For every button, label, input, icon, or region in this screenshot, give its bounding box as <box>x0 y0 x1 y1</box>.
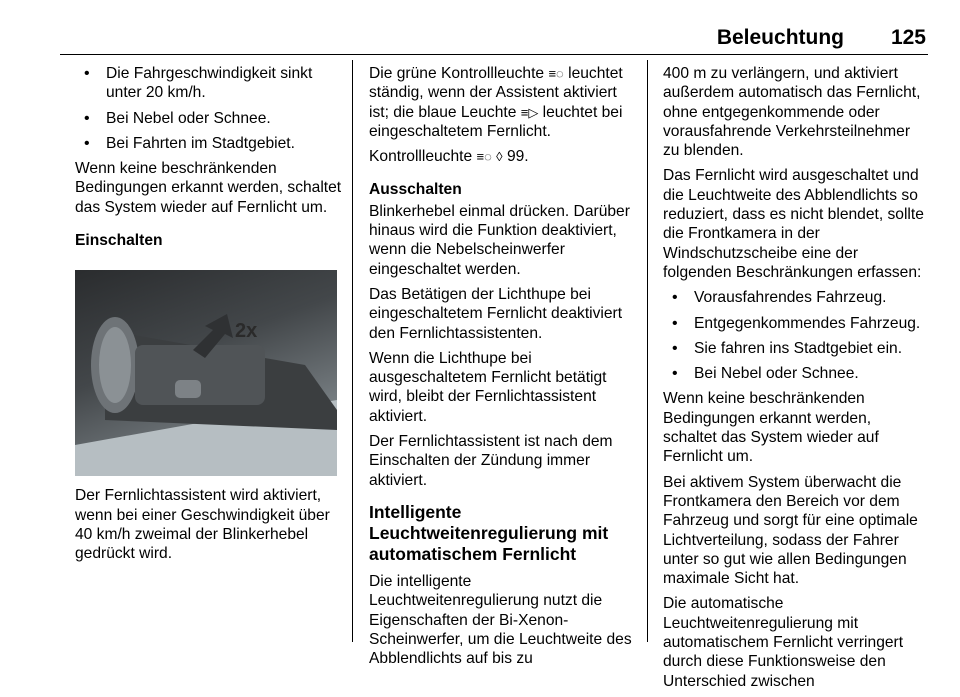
section-title: Beleuchtung <box>716 26 844 49</box>
paragraph: Der Fernlichtassistent ist nach dem Einschalten der Zündung immer aktiviert. <box>369 433 613 489</box>
paragraph: Wenn keine beschränkenden Bedingungen erkannt werden, schaltet das System wieder auf Fernlicht um. <box>75 160 342 216</box>
page-header <box>60 26 928 52</box>
paragraph: Das Fernlicht wird ausgeschaltet und die Leuchtweite des Abblendlichts so reduziert, dass es nicht blendet, sollte die Frontkamera in der Windschutzscheibe eine der folgenden Beschränkungen erfassen: <box>663 167 924 281</box>
press-twice-label: 2x <box>235 320 258 343</box>
page-reference-icon[interactable]: ◊ <box>496 149 503 165</box>
list-item: • Bei Nebel oder Schnee. <box>75 109 343 128</box>
subheading-einschalten: Einschalten <box>75 232 163 250</box>
text-run: Die grüne Kontrollleuchte <box>369 65 545 82</box>
list-item: • Entgegenkommendes Fahrzeug. <box>663 314 929 333</box>
list-item: • Vorausfahrendes Fahrzeug. <box>663 288 929 307</box>
column-divider <box>352 60 353 642</box>
paragraph: Bei aktivem System überwacht die Frontkamera den Bereich vor dem Fahrzeug und sorgt für eine optimale Lichtverteilung, sodass der Fahrer unter so gut wie allen Bedingungen maximale Sicht hat. <box>663 473 918 588</box>
list-item: • Die Fahrgeschwindigkeit sinkt unter 20 km/h. <box>75 64 343 103</box>
list-item: • Bei Fahrten im Stadtgebiet. <box>75 134 343 153</box>
column-divider <box>647 60 648 642</box>
list-item: • Bei Nebel oder Schnee. <box>663 364 929 383</box>
header-rule <box>60 54 928 55</box>
paragraph: Blinkerhebel einmal drücken. Darüber hinaus wird die Funktion deaktiviert, wenn die Nebelscheinwerfer eingeschaltet werden. <box>369 202 630 278</box>
bullet-list <box>75 64 343 153</box>
stalk-photo <box>75 270 337 476</box>
high-beam-icon: ≡▷ <box>520 104 539 120</box>
paragraph: Wenn die Lichthupe bei ausgeschaltetem Fernlicht betätigt wird, bleibt der Fernlichtassistent aktiviert. <box>369 349 607 425</box>
page-number: 125 <box>890 26 926 49</box>
column-2 <box>369 64 637 674</box>
bullet-list <box>663 288 929 383</box>
section-heading: Intelligente Leuchtweitenregulierung mit automatischem Fernlicht <box>369 501 609 564</box>
paragraph: Die automatische Leuchtweitenregulierung mit automatischem Fernlicht verringert durch diese Funktionsweise den Unterschied zwischen <box>663 595 904 690</box>
paragraph: Das Betätigen der Lichthupe bei eingeschaltetem Fernlicht deaktiviert den Fernlichtassistenten. <box>369 285 623 342</box>
subheading-ausschalten: Ausschalten <box>369 181 462 199</box>
paragraph: Wenn keine beschränkenden Bedingungen erkannt werden, schaltet das System wieder auf Fernlicht um. <box>663 390 879 466</box>
paragraph: 400 m zu verlängern, und aktiviert außerdem automatisch das Fernlicht, ohne entgegenkommende oder vorausfahrende Verkehrsteilnehmer zu blenden. <box>663 65 921 160</box>
page-reference-link[interactable]: 99. <box>506 148 529 166</box>
high-beam-assist-icon: ≡◌ <box>476 149 492 165</box>
text-run: leuchtet bei eingeschaltetem Fernlicht. <box>369 103 623 140</box>
list-item: • Sie fahren ins Stadtgebiet ein. <box>663 339 929 358</box>
column-3 <box>663 64 929 697</box>
paragraph <box>369 64 637 141</box>
text-run: Kontrollleuchte <box>369 148 473 166</box>
turn-signal-stalk-illustration <box>75 270 337 476</box>
paragraph <box>369 147 637 166</box>
text-run: leuchtet ständig, wenn der Assistent aktiviert ist; die blaue Leuchte <box>369 65 623 121</box>
high-beam-assist-icon: ≡◌ <box>548 66 564 81</box>
paragraph: Die intelligente Leuchtweitenregulierung nutzt die Eigenschaften der Bi-Xenon-Scheinwerfer, um die Leuchtweite des Abblendlichts auf bis zu <box>369 572 632 668</box>
paragraph: Der Fernlichtassistent wird aktiviert, wenn bei einer Geschwindigkeit über 40 km/h zweimal der Blinkerhebel gedrückt wird. <box>75 487 330 563</box>
column-1 <box>75 64 343 570</box>
